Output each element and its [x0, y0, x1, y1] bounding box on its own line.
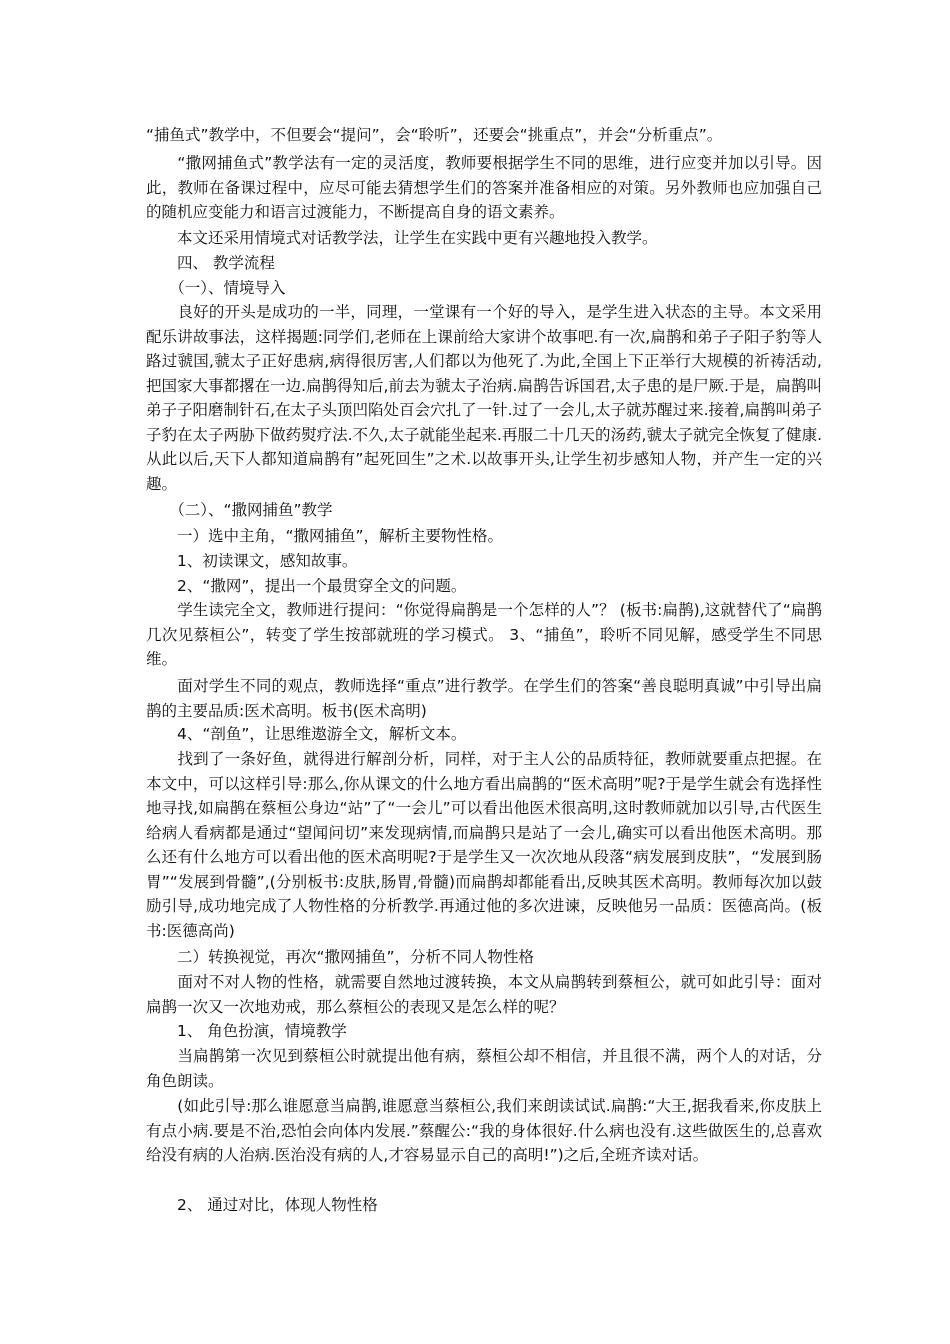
paragraph: 找到了一条好鱼，就得进行解剖分析，同样，对于主人公的品质特征，教师就要重点把握。在本文中，可以这样引导:那么,你从课文的什么地方看出扁鹊的“医术高明”呢?于是学生就会有选择性地寻找,如扁鹊在蔡桓公身边“站”了“一会儿”可以看出他医术很高明,这时教师就加以引导,古代医生给病人看病都是通过“望闻问切”来发现病情,而扁鹊只是站了一会儿,确实可以看出他医术高明。那么还有什么地方可以看出他的医术高明呢?于是学生又一次次地从段落“病发展到皮肤”，“发展到肠胃”“发展到骨髓”,(分别板书:皮肤,肠胃,骨髓)而扁鹊却都能看出,反映其医术高明。教师每次加以鼓励引导,成功地完成了人物性格的分析教学.再通过他的多次进谏，反映他另一品质：医德高尚。(板书:医德高尚) — [146, 750, 822, 940]
paragraph: 4、“剖鱼”，让思维遨游全文，解析文本。 — [146, 725, 467, 743]
paragraph: 二）转换视觉，再次“撒网捕鱼”，分析不同人物性格 — [146, 948, 535, 966]
subsection-heading: （一）、情境导入 — [146, 279, 286, 297]
paragraph: “撒网捕鱼式”教学法有一定的灵活度，教师要根据学生不同的思维，进行应变并加以引导。因此，教师在备课过程中，应尽可能去猜想学生们的答案并准备相应的对策。另外教师也应加强自己的随机应变能力和语言过渡能力，不断提高自身的语文素养。 — [146, 154, 822, 221]
paragraph: 面对学生不同的观点，教师选择“重点”进行教学。在学生们的答案“善良聪明真诚”中引导出扁鹊的主要品质:医术高明。板书(医术高明) — [146, 677, 822, 720]
paragraph: 2、 通过对比，体现人物性格 — [146, 1196, 378, 1214]
paragraph: 本文还采用情境式对话教学法，让学生在实践中更有兴趣地投入教学。 — [146, 229, 658, 247]
paragraph: 1、 角色扮演，情境教学 — [146, 1022, 347, 1040]
paragraph: 学生读完全文，教师进行提问：“你觉得扁鹊是一个怎样的人”？ (板书:扁鹊),这就替代了“扁鹊几次见蔡桓公”，转变了学生按部就班的学习模式。 3、“捕鱼”，聆听不同见解，感受学生不同思维。 — [146, 601, 822, 668]
paragraph: 1、初读课文，感知故事。 — [146, 552, 358, 570]
paragraph: (如此引导:那么谁愿意当扁鹊,谁愿意当蔡桓公,我们来朗读试试.扁鹊:“大王,据我看来,你皮肤上有点小病.要是不治,恐怕会向体内发展.”蔡醒公:“我的身体很好.什么病也没有.这些做医生的,总喜欢给没有病的人治病.医治没有病的人,才容易显示自己的高明!”)之后,全班齐读对话。 — [146, 1097, 822, 1164]
paragraph: 2、“撒网”，提出一个最贯穿全文的问题。 — [146, 577, 467, 595]
paragraph: 当扁鹊第一次见到蔡桓公时就提出他有病，蔡桓公却不相信，并且很不满，两个人的对话，分角色朗读。 — [146, 1047, 822, 1090]
paragraph: 面对不对人物的性格，就需要自然地过渡转换，本文从扁鹊转到蔡桓公，就可如此引导：面对扁鹊一次又一次地劝戒，那么蔡桓公的表现又是怎么样的呢？ — [146, 973, 822, 1016]
section-heading: 四、 教学流程 — [146, 254, 275, 272]
paragraph: “捕鱼式”教学中，不但要会“提问”，会“聆听”，还要会“挑重点”，并会“分析重点”。 — [146, 126, 723, 144]
paragraph: 一）选中主角，“撒网捕鱼”，解析主要物性格。 — [146, 527, 504, 545]
subsection-heading: （二）、“撒网捕鱼”教学 — [146, 501, 333, 519]
paragraph: 良好的开头是成功的一半，同理，一堂课有一个好的导入，是学生进入状态的主导。本文采用配乐讲故事法，这样揭题:同学们,老师在上课前给大家讲个故事吧.有一次,扁鹊和弟子子阳子豹等人路过虢国,虢太子正好患病,病得很厉害,人们都以为他死了.为此,全国上下正举行大规模的祈祷活动,把国家大事都撂在一边.扁鹊得知后,前去为虢太子治病.扁鹊告诉国君,太子患的是尸厥.于是，扁鹊叫弟子子阳磨制针石,在太子头顶凹陷处百会穴扎了一针.过了一会儿,太子就苏醒过来.接着,扁鹊叫弟子子豹在太子两胁下做药熨疗法.不久,太子就能坐起来.再服二十几天的汤药,虢太子就完全恢复了健康.从此以后,天下人都知道扁鹊有”起死回生”之术.以故事开头,让学生初步感知人物，并产生一定的兴趣。 — [146, 303, 822, 493]
